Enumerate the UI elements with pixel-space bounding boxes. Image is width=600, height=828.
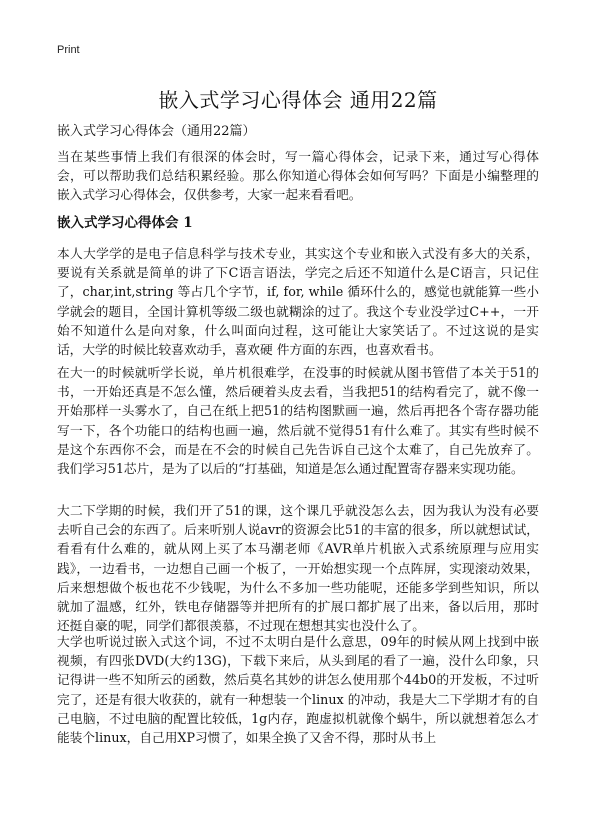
- print-label[interactable]: Print: [57, 44, 80, 56]
- document-subtitle: 嵌入式学习心得体会（通用22篇）: [57, 124, 256, 139]
- intro-paragraph: 当在某些事情上我们有很深的体会时，写一篇心得体会，记录下来，通过写心得体会，可以帮助我们总结积累经验。那么你知道心得体会如何写吗？下面是小编整理的嵌入式学习心得体会，仅供参考，大家一起来看看吧。: [57, 149, 539, 203]
- body-paragraph-3: 大二下学期的时候，我们开了51的课，这个课几乎就没怎么去，因为我认为没有必要去听自己会的东西了。后来听别人说avr的资源会比51的丰富的很多，所以就想试试，看看有什么难的，就从网上买了本马潮老师《AVR单片机嵌入式系统原理与应用实践》，一边看书，一边想自己画一个板了，一开始想实现一个点阵屏，实现滚动效果，后来想想做个板也花不少钱呢，为什么不多加一些功能呢，还能多学到些知识，所以就加了温感，红外，铁电存储器等并把所有的扩展口都扩展了出来，备以后用，那时还挺自豪的呢，同学们都很羡慕，不过现在想想其实也没什么了。: [57, 503, 539, 634]
- page-title: 嵌入式学习心得体会 通用22篇: [158, 88, 438, 112]
- body-paragraph-4: 大学也听说过嵌入式这个词，不过不太明白是什么意思，09年的时候从网上找到中嵌视频，有四张DVD(大约13G)，下载下来后，从头到尾的看了一遍，没什么印象，只记得讲一些不知所云的函数，然后莫名其妙的讲怎么使用那个44b0的开发板，不过听完了，还是有很大收获的，就有一种想装一个linux 的冲动，我是大二下学期才有的自己电脑，不过电脑的配置比较低，1g内存，跑虚拟机就像个蜗牛，所以就想着怎么才能装个linux，自己用XP习惯了，如果全换了又舍不得，那时从书上: [57, 634, 539, 746]
- body-paragraph-2: 在大一的时候就听学长说，单片机很难学，在没事的时候就从图书管借了本关于51的书，一开始还真是不怎么懂，然后硬着头皮去看，当我把51的结构看完了，就不像一开始那样一头雾水了，自己在纸上把51的结构图默画一遍，然后再把各个寄存器功能写一下，各个功能口的结构也画一遍，然后就不觉得51有什么难了。其实有些时候不是这个东西你不会，而是在不会的时候自己先告诉自己这个太难了，自己先放弃了。我们学习51芯片，是为了以后的“打基础，知道是怎么通过配置寄存器来实现功能。: [57, 365, 539, 477]
- body-paragraph-1: 本人大学学的是电子信息科学与技术专业，其实这个专业和嵌入式没有多大的关系，要说有关系就是简单的讲了下C语言语法，学完之后还不知道什么是C语言，只记住了，char,int,string 等占几个字节，if, for, while 循环什么的，感觉也就能算一些小学就会的题目，全国计算机等级二级也就糊涂的过了。我这个专业没学过C++，一开始不知道什么是向对象，什么叫面向过程，这可能让大家笑话了。不过这说的是实话，大学的时候比较喜欢动手，喜欢硬 件方面的东西，也喜欢看书。: [57, 246, 539, 358]
- section-heading: 嵌入式学习心得体会 1: [57, 215, 193, 231]
